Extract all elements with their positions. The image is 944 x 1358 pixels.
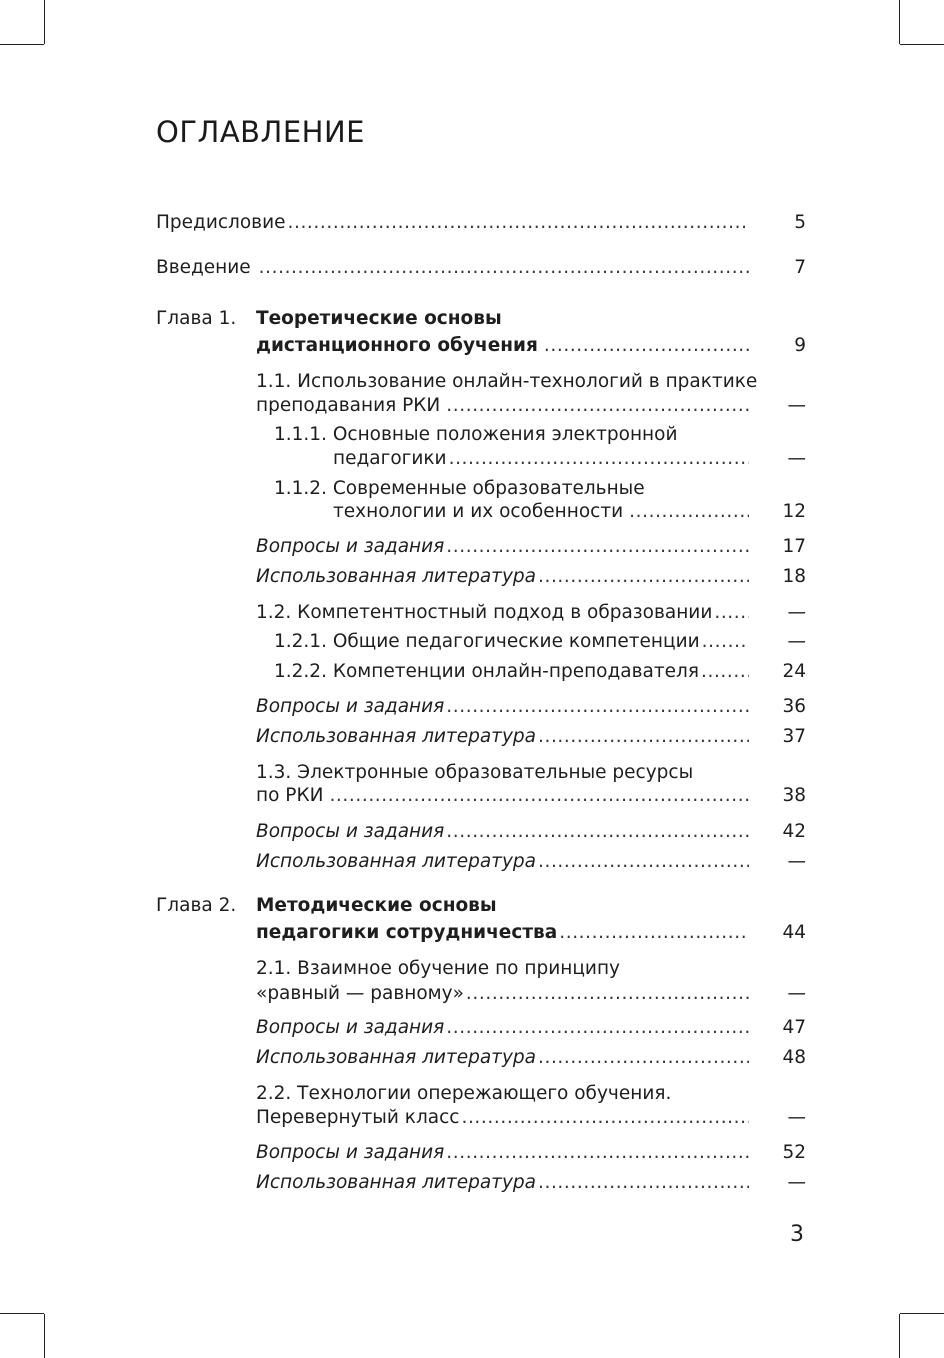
leader-dots	[538, 1171, 749, 1195]
leader-dots	[538, 725, 749, 749]
toc-entry-subsection-1-2-1[interactable]	[274, 630, 749, 654]
toc-page-number: 47	[782, 1017, 806, 1038]
toc-entry-questions[interactable]	[256, 1141, 749, 1165]
toc-entry-chapter-title[interactable]: Теоретические основы	[256, 308, 502, 329]
toc-entry-chapter-2[interactable]	[256, 921, 749, 945]
toc-entry-label: 1.2. Компетентностный подход в образовании	[256, 602, 713, 623]
toc-entry-label: технологии и их особенности	[333, 501, 624, 522]
toc-entry-literature[interactable]	[256, 850, 749, 874]
toc-entry-questions[interactable]	[256, 695, 749, 719]
leader-dots	[446, 535, 749, 559]
leader-dots	[446, 695, 749, 719]
toc-entry-questions[interactable]	[256, 1016, 749, 1040]
toc-entry-section-title[interactable]: 1.3. Электронные образовательные ресурсы	[256, 762, 694, 783]
toc-entry-label: дистанционного обучения	[256, 335, 538, 356]
toc-entry-literature[interactable]	[256, 725, 749, 749]
toc-entry-literature[interactable]	[256, 1046, 749, 1070]
chapter-label: Глава 1.	[156, 308, 237, 329]
toc-entry-label: Использованная литература	[256, 566, 536, 587]
toc-entry-label: Использованная литература	[256, 1172, 536, 1193]
leader-dots	[559, 921, 749, 945]
toc-entry-literature[interactable]	[256, 1171, 749, 1195]
toc-entry-subsection-1-2-2[interactable]	[274, 660, 749, 684]
toc-entry-label: 1.2.2. Компетенции онлайн-преподавателя	[274, 661, 699, 682]
leader-dots	[544, 334, 749, 358]
toc-page-number: 9	[794, 335, 806, 356]
toc-entry-label: педагогики	[333, 448, 447, 469]
toc-entry-label: Вопросы и задания	[256, 821, 445, 842]
toc-entry-label: Предисловие	[156, 212, 286, 233]
toc-entry-label: Вопросы и задания	[256, 1142, 445, 1163]
leader-dots	[538, 565, 749, 589]
toc-entry-label: Введение	[156, 257, 251, 278]
toc-entry-subsection-title[interactable]: 1.1.1. Основные положения электронной	[274, 424, 678, 445]
toc-page-number: 36	[782, 696, 806, 717]
toc-page-number: 52	[782, 1142, 806, 1163]
leader-dots	[287, 211, 749, 235]
crop-mark	[899, 0, 900, 44]
leader-dots	[466, 982, 749, 1006]
crop-mark	[899, 1314, 900, 1358]
toc-page-number: 7	[794, 257, 806, 278]
toc-entry-section-1-1[interactable]	[256, 394, 749, 418]
toc-entry-questions[interactable]	[256, 535, 749, 559]
toc-entry-label: Вопросы и задания	[256, 536, 445, 557]
toc-entry-literature[interactable]	[256, 565, 749, 589]
toc-entry-chapter-title[interactable]: Методические основы	[256, 895, 497, 916]
toc-entry-subsection-1-1-1[interactable]	[333, 447, 749, 471]
leader-dots	[629, 500, 749, 524]
crop-mark	[44, 1314, 45, 1358]
toc-entry-label: педагогики сотрудничества	[256, 922, 558, 943]
toc-entry-subsection-title[interactable]: 1.1.2. Современные образовательные	[274, 478, 645, 499]
toc-entry-section-title[interactable]: 2.2. Технологии опережающего обучения.	[256, 1083, 672, 1104]
toc-entry-label: Использованная литература	[256, 851, 536, 872]
toc-page-number: 48	[782, 1047, 806, 1068]
toc-entry-section-1-2[interactable]	[256, 601, 749, 625]
leader-dots	[538, 850, 749, 874]
toc-page-number: 42	[782, 821, 806, 842]
toc-page-number: —	[787, 395, 806, 416]
toc-page-number: 12	[782, 501, 806, 522]
toc-page-number: —	[787, 851, 806, 872]
leader-dots	[461, 1106, 749, 1130]
toc-page-number: 17	[782, 536, 806, 557]
leader-dots	[446, 1016, 749, 1040]
leader-dots	[259, 256, 749, 280]
page-number: 3	[790, 1222, 804, 1247]
toc-page-number: —	[787, 1107, 806, 1128]
toc-entry-label: Перевернутый класс	[256, 1107, 460, 1128]
toc-page-number: 5	[794, 212, 806, 233]
toc-entry-label: Использованная литература	[256, 726, 536, 747]
toc-entry-preface[interactable]	[156, 211, 749, 235]
toc-entry-section-2-1[interactable]	[256, 982, 749, 1006]
toc-page-number: —	[787, 602, 806, 623]
toc-entry-questions[interactable]	[256, 820, 749, 844]
toc-page-number: —	[787, 983, 806, 1004]
toc-page-number: 18	[782, 566, 806, 587]
toc-entry-label: 1.2.1. Общие педагогические компетенции	[274, 631, 700, 652]
toc-entry-section-1-3[interactable]	[256, 784, 749, 808]
toc-page-number: 24	[782, 661, 806, 682]
toc-page-number: 38	[782, 785, 806, 806]
toc-page-number: —	[787, 1172, 806, 1193]
toc-page-number: 37	[782, 726, 806, 747]
page-title: ОГЛАВЛЕНИЕ	[156, 115, 366, 149]
toc-entry-label: преподавания РКИ	[256, 395, 441, 416]
leader-dots	[702, 630, 749, 654]
leader-dots	[538, 1046, 749, 1070]
toc-entry-section-title[interactable]: 2.1. Взаимное обучение по принципу	[256, 958, 620, 979]
leader-dots	[329, 784, 749, 808]
leader-dots	[446, 1141, 749, 1165]
leader-dots	[449, 447, 749, 471]
toc-entry-label: Вопросы и задания	[256, 696, 445, 717]
toc-entry-label: Вопросы и задания	[256, 1017, 445, 1038]
crop-mark	[0, 44, 44, 45]
toc-page-number: —	[787, 448, 806, 469]
crop-mark	[0, 1313, 44, 1314]
toc-entry-subsection-1-1-2[interactable]	[333, 500, 749, 524]
toc-page-number: 44	[782, 922, 806, 943]
toc-entry-label: «равный — равному»	[256, 983, 464, 1004]
crop-mark	[900, 44, 944, 45]
toc-entry-section-2-2[interactable]	[256, 1106, 749, 1130]
toc-entry-intro[interactable]	[156, 256, 749, 280]
leader-dots	[714, 601, 749, 625]
toc-entry-section-title[interactable]: 1.1. Использование онлайн-технологий в практике	[256, 371, 758, 392]
leader-dots	[701, 660, 749, 684]
crop-mark	[900, 1313, 944, 1314]
toc-page-number: —	[787, 631, 806, 652]
toc-entry-chapter-1[interactable]	[256, 334, 749, 358]
toc-entry-label: Использованная литература	[256, 1047, 536, 1068]
leader-dots	[446, 394, 749, 418]
toc-entry-label: по РКИ	[256, 785, 324, 806]
crop-mark	[44, 0, 45, 44]
leader-dots	[446, 820, 749, 844]
chapter-label: Глава 2.	[156, 895, 237, 916]
